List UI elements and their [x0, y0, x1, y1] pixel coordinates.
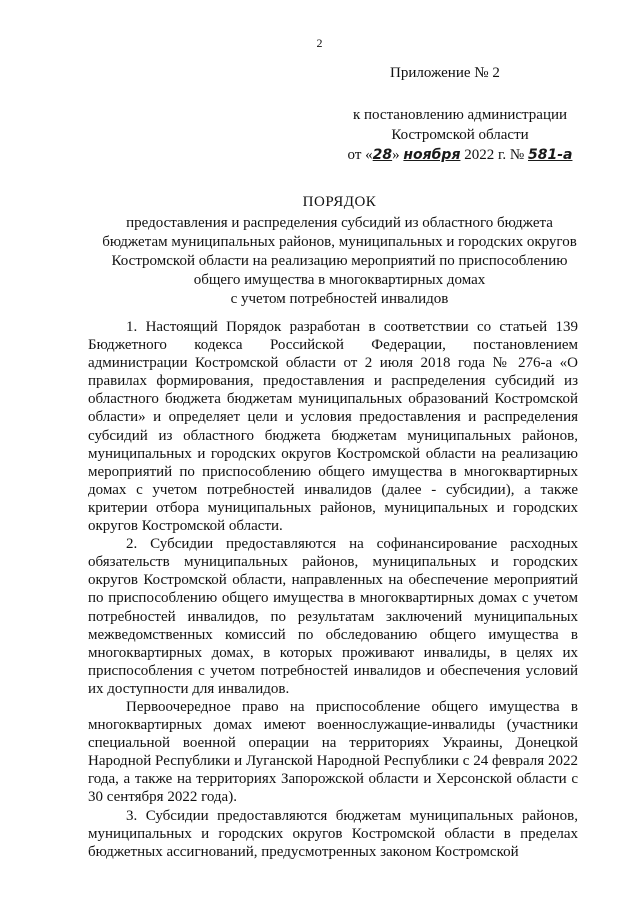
title-line: предоставления и распределения субсидий из областного бюджета [126, 215, 553, 231]
document-body [88, 318, 578, 861]
paragraph: 3. Субсидии предоставляются бюджетам муниципальных районов, муниципальных и городских округов Костромской области в пределах бюджетных ассигнований, предусмотренных законом Костромской [88, 807, 578, 860]
paragraph: 2. Субсидии предоставляются на софинансирование расходных обязательств муниципальных районов, муниципальных и городских округов Костромской области, направленных на обеспечение мероприятий по приспособлению общего имущества в многоквартирных домах с учетом потребностей инвалидов, по результатам заключений муниципальных межведомственных комиссий по обследованию общего имущества в многоквартирных домах, в которых проживают инвалиды, в целях их приспособления с учетом потребностей инвалидов и обеспечения условий их доступности для инвалидов. [88, 536, 578, 697]
handwritten-day: 28 [372, 147, 393, 163]
handwritten-month: ноября [403, 147, 461, 163]
handwritten-number: 581-а [527, 147, 573, 163]
reference-line-1: к постановлению администрации [352, 107, 568, 123]
year-text: 2022 г. № [460, 147, 528, 163]
date-prefix: от « [347, 147, 373, 163]
title-line: общего имущества в многоквартирных домах [193, 272, 486, 288]
title-line: бюджетам муниципальных районов, муниципальных и городских округов [102, 234, 577, 250]
paragraph: Первоочередное право на приспособление общего имущества в многоквартирных домах имеют военнослужащие-инвалиды (участники специальной военной операции на территориях Украины, Донецкой Народной Республики и Луганской Народной Республики с 24 февраля 2022 года, а также на территориях Запорожской области и Херсонской области с 30 сентября 2022 года). [88, 698, 578, 806]
paragraph: 1. Настоящий Порядок разработан в соответствии со статьей 139 Бюджетного кодекса Российской Федерации, постановлением администрации Костромской области от 2 июля 2018 года № 276-а «О правилах формирования, предоставления и распределения субсидий из областного бюджета бюджетам муниципальных образований Костромской области» и определяет цели и условия предоставления и распределения субсидий из областного бюджета бюджетам муниципальных районов, муниципальных и городских округов Костромской области на реализацию мероприятий по приспособлению общего имущества в многоквартирных домах с учетом потребностей инвалидов (далее - субсидии), а также критерии отбора муниципальных районов, муниципальных и городских округов Костромской области. [88, 319, 578, 535]
resolution-reference [330, 105, 590, 165]
title-heading: ПОРЯДОК [302, 194, 377, 210]
title-line: Костромской области на реализацию мероприятий по приспособлению [111, 253, 568, 269]
reference-date-line [330, 145, 590, 165]
date-mid: » [392, 147, 404, 163]
title-line: с учетом потребностей инвалидов [230, 291, 449, 307]
appendix-label: Приложение № 2 [390, 65, 500, 81]
document-title [0, 193, 639, 309]
page-number: 2 [316, 36, 323, 50]
reference-line-2: Костромской области [391, 127, 529, 143]
